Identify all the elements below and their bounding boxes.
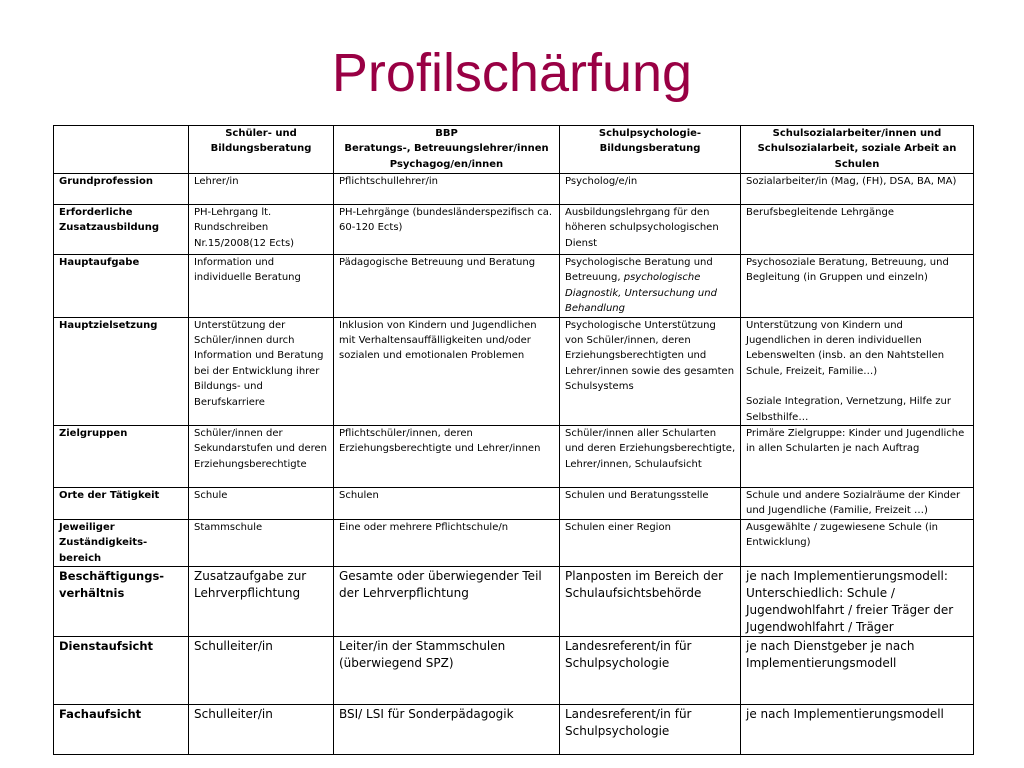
cell-text: Soziale Integration, Vernetzung, Hilfe zur Selbsthilfe…	[746, 396, 952, 423]
table-cell: Berufsbegleitende Lehrgänge	[741, 205, 974, 255]
cell-text: Unterstützung von Kindern und Jugendlichen in deren individuellen Lebenswelten (insb. an den Nahtstellen Schule, Freizeit, Familie…)	[746, 319, 945, 377]
table-row	[54, 255, 974, 318]
table-cell: Pflichtschüler/innen, deren Erziehungsberechtigte und Lehrer/innen	[334, 426, 560, 488]
row-label-zustaendigkeit: Jeweiliger Zuständigkeits-bereich	[54, 519, 189, 566]
table-cell: Psycholog/e/in	[560, 174, 741, 205]
cell-text: Psychologische Beratung und Betreuung,	[565, 257, 713, 284]
table-cell: Inklusion von Kindern und Jugendlichen mit Verhaltensauffälligkeiten und/oder sozialen und emotionalen Problemen	[334, 317, 560, 425]
row-label-dienstaufsicht: Dienstaufsicht	[54, 637, 189, 705]
table-cell	[560, 255, 741, 318]
row-label-hauptzielsetzung: Hauptzielsetzung	[54, 317, 189, 425]
header-line: Schüler- und	[225, 128, 297, 139]
header-bbp	[334, 126, 560, 174]
table-cell: Ausbildungslehrgang für den höheren schulpsychologischen Dienst	[560, 205, 741, 255]
header-line: Schulpsychologie-	[598, 128, 702, 139]
table-row	[54, 705, 974, 755]
header-empty-cell	[54, 126, 189, 174]
header-schulsozialarbeit	[741, 126, 974, 174]
header-line: Schulen	[834, 158, 880, 170]
header-line: Schulsozialarbeit, soziale Arbeit an	[757, 143, 957, 155]
header-line: Bildungsberatung	[599, 143, 701, 155]
table-row	[54, 205, 974, 255]
header-line: Beratungs-, Betreuungslehrer/innen	[344, 143, 549, 155]
table-row	[54, 519, 974, 566]
row-label-hauptaufgabe: Hauptaufgabe	[54, 255, 189, 318]
table-cell	[741, 317, 974, 425]
table-cell: Sozialarbeiter/in (Mag, (FH), DSA, BA, MA)	[741, 174, 974, 205]
table-cell: Ausgewählte / zugewiesene Schule (in Entwicklung)	[741, 519, 974, 566]
header-schueler-bildungsberatung	[189, 126, 334, 174]
table-header-row	[54, 126, 974, 174]
table-cell: Psychosoziale Beratung, Betreuung, und Begleitung (in Gruppen und einzeln)	[741, 255, 974, 318]
table-cell: BSI/ LSI für Sonderpädagogik	[334, 705, 560, 755]
header-line: BBP	[435, 128, 458, 139]
table-cell: Schulen einer Region	[560, 519, 741, 566]
table-cell: Information und individuelle Beratung	[189, 255, 334, 318]
table-cell: Leiter/in der Stammschulen (überwiegend SPZ)	[334, 637, 560, 705]
table-cell: je nach Implementierungsmodell: Unterschiedlich: Schule / Jugendwohlfahrt / freier Träger der Jugendwohlfahrt / Träger	[741, 567, 974, 637]
table-cell: Schule	[189, 488, 334, 520]
table-row	[54, 637, 974, 705]
header-line: Bildungsberatung	[210, 143, 312, 155]
table-cell: Landesreferent/in für Schulpsychologie	[560, 637, 741, 705]
table-cell: Schulleiter/in	[189, 637, 334, 705]
table-row	[54, 426, 974, 488]
table-cell: Primäre Zielgruppe: Kinder und Jugendliche in allen Schularten je nach Auftrag	[741, 426, 974, 488]
header-line: Schulsozialarbeiter/innen und	[772, 128, 942, 139]
table-cell: PH-Lehrgänge (bundesländerspezifisch ca. 60-120 Ects)	[334, 205, 560, 255]
table-cell: PH-Lehrgang lt. Rundschreiben Nr.15/2008(12 Ects)	[189, 205, 334, 255]
table-cell: Eine oder mehrere Pflichtschule/n	[334, 519, 560, 566]
table-cell: Landesreferent/in für Schulpsychologie	[560, 705, 741, 755]
page-title: Profilschärfung	[331, 43, 693, 103]
table-cell: je nach Dienstgeber je nach Implementierungsmodell	[741, 637, 974, 705]
table-cell: Lehrer/in	[189, 174, 334, 205]
table-cell: Schüler/innen der Sekundarstufen und deren Erziehungsberechtigte	[189, 426, 334, 488]
table-cell: Pädagogische Betreuung und Beratung	[334, 255, 560, 318]
table-cell: Schulleiter/in	[189, 705, 334, 755]
profile-comparison-table	[53, 125, 974, 755]
header-line: Psychagog/en/innen	[389, 158, 504, 170]
table-cell: Unterstützung der Schüler/innen durch Information und Beratung bei der Entwicklung ihrer Bildungs- und Berufskarriere	[189, 317, 334, 425]
row-label-beschaeftigung: Beschäftigungs-verhältnis	[54, 567, 189, 637]
table-row	[54, 174, 974, 205]
table-cell: Stammschule	[189, 519, 334, 566]
cell-text-italic: psychologische Diagnostik, Untersuchung und Behandlung	[565, 272, 717, 315]
table-cell: Pflichtschullehrer/in	[334, 174, 560, 205]
table-cell: Schulen	[334, 488, 560, 520]
table-cell: Schule und andere Sozialräume der Kinder und Jugendliche (Familie, Freizeit …)	[741, 488, 974, 520]
table-row	[54, 567, 974, 637]
row-label-fachaufsicht: Fachaufsicht	[54, 705, 189, 755]
row-label-orte: Orte der Tätigkeit	[54, 488, 189, 520]
table-cell: Schüler/innen aller Schularten und deren Erziehungsberechtigte, Lehrer/innen, Schulaufsicht	[560, 426, 741, 488]
table-cell: Zusatzaufgabe zur Lehrverpflichtung	[189, 567, 334, 637]
row-label-grundprofession: Grundprofession	[54, 174, 189, 205]
row-label-zielgruppen: Zielgruppen	[54, 426, 189, 488]
table-cell: Psychologische Unterstützung von Schüler/innen, deren Erziehungsberechtigten und Lehrer/innen sowie des gesamten Schulsystems	[560, 317, 741, 425]
header-schulpsychologie	[560, 126, 741, 174]
table-cell: Gesamte oder überwiegender Teil der Lehrverpflichtung	[334, 567, 560, 637]
table-row	[54, 317, 974, 425]
table-cell: Planposten im Bereich der Schulaufsichtsbehörde	[560, 567, 741, 637]
row-label-zusatzausbildung: Erforderliche Zusatzausbildung	[54, 205, 189, 255]
table-row	[54, 488, 974, 520]
table-cell: je nach Implementierungsmodell	[741, 705, 974, 755]
table-cell: Schulen und Beratungsstelle	[560, 488, 741, 520]
